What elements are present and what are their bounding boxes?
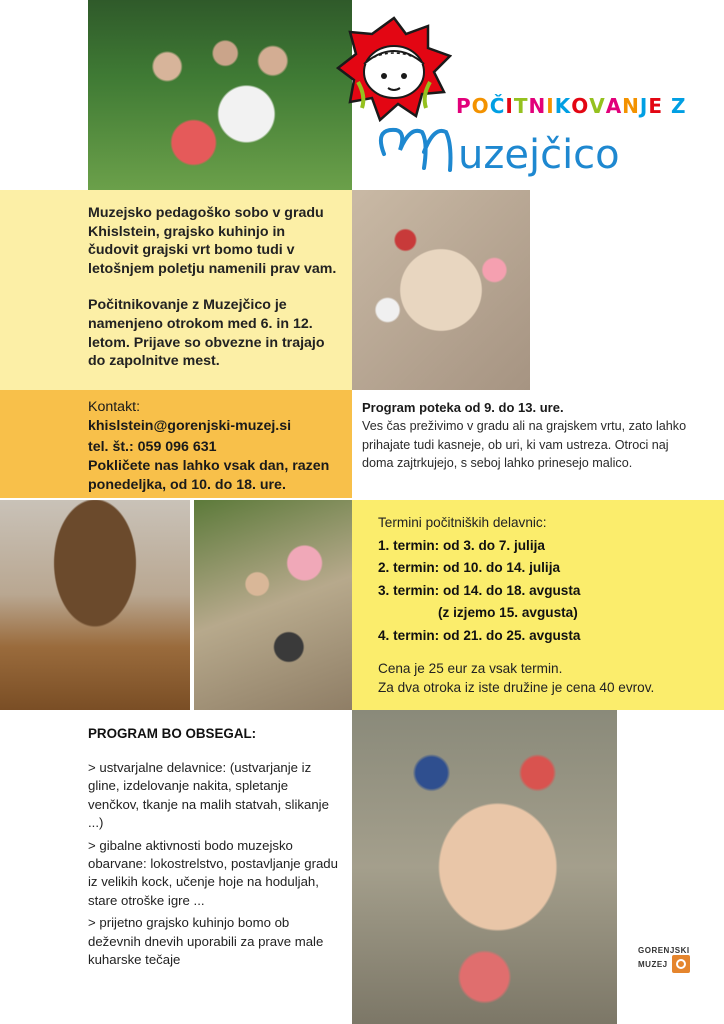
intro-text	[88, 204, 338, 371]
contact-label: Kontakt:	[88, 399, 141, 415]
intro-paragraph-2: Počitnikovanje z Muzejčico je namenjeno otrokom med 6. in 12. letom. Prijave so obvezne in trajajo do zapolnitve mest.	[88, 297, 325, 370]
title-letter	[663, 94, 671, 118]
price-line-2: Za dva otroka iz iste družine je cena 40 evrov.	[378, 679, 655, 695]
termini-item-1: 1. termin: od 3. do 7. julija	[378, 537, 545, 553]
photo-kids-outdoor	[352, 710, 617, 1024]
photo-girls-sitting	[88, 0, 352, 190]
obseg-title: PROGRAM BO OBSEGAL:	[88, 726, 257, 741]
title-letter: A	[605, 94, 623, 118]
intro-paragraph-1: Muzejsko pedagoško sobo v gradu Khislstein, grajsko kuhinjo in čudovit grajski vrt bomo tudi v letošnjem poletju namenili prav vam.	[88, 205, 337, 277]
title-letter: Z	[671, 94, 687, 118]
logo-line-2: MUZEJ	[638, 959, 668, 969]
title-letter: N	[622, 94, 640, 118]
termini-item-2: 2. termin: od 10. do 14. julija	[378, 560, 561, 575]
mascot-logo	[336, 16, 452, 124]
title-letter: E	[648, 94, 664, 118]
mascot-face-icon	[336, 16, 452, 124]
termini-item-3-note: (z izjemo 15. avgusta)	[438, 605, 578, 620]
photo-museum-hut	[0, 500, 190, 710]
obseg-item-3: > prijetno grajsko kuhinjo bomo ob deževnih dnevih uporabili za prave male kuharske tečaje	[88, 915, 324, 968]
obseg-item-2: > gibalne aktivnosti bodo muzejsko obarvane: lokostrelstvo, postavljanje gradu iz velikih kock, učenje hoje na hoduljah, stare otroške igre ...	[88, 837, 338, 908]
program-block	[362, 400, 702, 473]
title-letter: P	[456, 94, 472, 118]
program-title: Program poteka od 9. do 13. ure.	[362, 400, 564, 415]
title-letter: N	[528, 94, 547, 118]
gorenjski-muzej-logo	[638, 946, 700, 984]
title-letter: Č	[489, 94, 506, 118]
contact-phone[interactable]: tel. št.: 059 096 631	[88, 439, 217, 455]
obseg-item-1: > ustvarjalne delavnice: (ustvarjanje iz gline, izdelovanje nakita, spletanje venčkov, tkanje na malih statvah, slikanje ...)	[88, 760, 329, 831]
script-title	[370, 116, 660, 190]
title-letter: O	[571, 94, 590, 118]
photo-kids-crafting	[194, 500, 352, 710]
contact-email-link[interactable]: khislstein@gorenjski-muzej.si	[88, 418, 292, 434]
termini-block	[378, 512, 708, 647]
contact-hours: Pokličete nas lahko vsak dan, razen ponedeljka, od 10. do 18. ure.	[88, 458, 330, 493]
title-letter: T	[513, 94, 529, 118]
title-letter: K	[554, 94, 572, 118]
photo-crafts-table	[352, 190, 530, 390]
svg-text:uzejčico: uzejčico	[458, 132, 620, 178]
termini-item-3: 3. termin: od 14. do 18. avgusta	[378, 582, 581, 598]
title-letter: I	[505, 94, 514, 118]
title-rainbow	[456, 94, 687, 118]
title-letter: O	[471, 94, 490, 118]
termini-heading: Termini počitniških delavnic:	[378, 515, 547, 530]
title-letter: I	[546, 94, 555, 118]
price-block	[378, 660, 708, 697]
contact-block	[88, 398, 346, 495]
logo-mark-icon	[672, 955, 690, 973]
termini-item-4: 4. termin: od 21. do 25. avgusta	[378, 627, 581, 643]
title-letter: V	[589, 94, 606, 118]
price-line-1: Cena je 25 eur za vsak termin.	[378, 661, 563, 676]
obseg-block	[88, 726, 340, 969]
program-body: Ves čas preživimo v gradu ali na grajskem vrtu, zato lahko prihajate tudi kasneje, ob uri, ki vam ustreza. Otroci naj doma zajtrkujejo, s seboj lahko prinesejo malico.	[362, 419, 687, 470]
title-letter: J	[639, 94, 649, 118]
logo-line-1: GORENJSKI	[638, 946, 690, 955]
